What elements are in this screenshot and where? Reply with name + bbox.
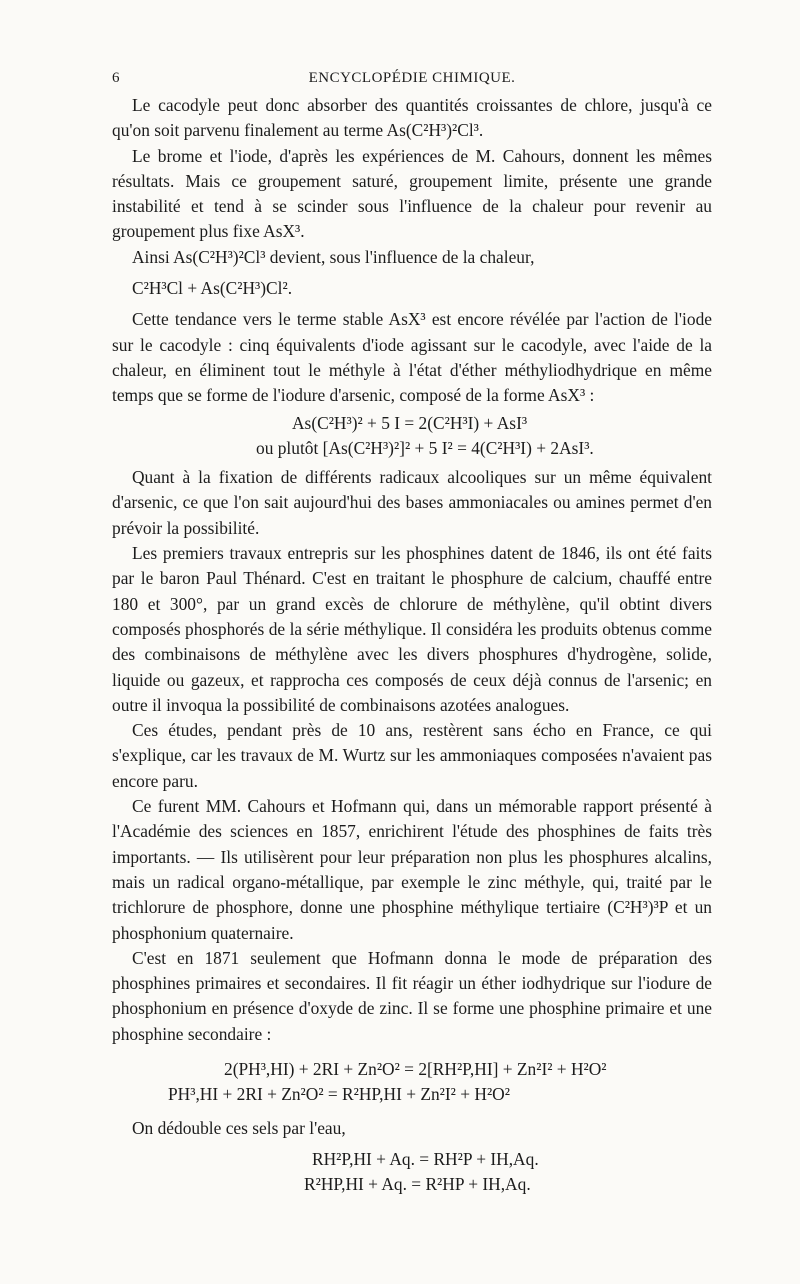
equation-phosphine-secondaire: PH³,HI + 2RI + Zn²O² = R²HP,HI + Zn²I² + H²O² [168, 1084, 510, 1105]
paragraph-hofmann-1871: C'est en 1871 seulement que Hofmann donna le mode de préparation des phosphines primaires et secondaires. Il fit réagir un éther iodhydrique sur l'iodure de phosphonium en présence d'oxyde de zinc. Il se forme une phosphine primaire et une phosphine secondaire : [112, 947, 712, 1044]
paragraph-brome-iode: Le brome et l'iode, d'après les expériences de M. Cahours, donnent les mêmes résultats. Mais ce groupement saturé, groupement limite, présente une grande instabilité et tend à se scinder sous l'influence de la chaleur pour revenir au groupement plus fixe AsX³. [112, 145, 712, 242]
running-title: ENCYCLOPÉDIE CHIMIQUE. [308, 70, 516, 86]
equation-dedoublement-1: RH²P,HI + Aq. = RH²P + IH,Aq. [312, 1148, 539, 1169]
paragraph-cahours-hofmann: Ce furent MM. Cahours et Hofmann qui, dans un mémorable rapport présenté à l'Académie des sciences en 1857, enrichirent l'étude des phosphines de faits très importants. — Ils utilisèrent pour leur préparation non plus les phosphures alcalins, mais un radical organo-métallique, par exemple le zinc méthyle, qui, traité par le trichlorure de phosphore, donne une phosphine méthylique tertiaire (C²H³)³P et un phosphonium quaternaire. [112, 796, 712, 943]
paragraph-radicaux: Quant à la fixation de différents radicaux alcooliques sur un même équivalent d'arsenic, ce que l'on sait aujourd'hui des bases ammoniacales ou amines permet d'en prévoir la possibilité. [112, 467, 712, 538]
page-header [112, 70, 712, 94]
equation-group-phosphines [112, 1057, 712, 1108]
equation-decomposition: C²H³Cl + As(C²H³)Cl². [132, 278, 293, 299]
equation-group-dedoublement [112, 1147, 712, 1198]
equation-iode-2: ou plutôt [As(C²H³)²]² + 5 I² = 4(C²H³I) + 2AsI³. [256, 437, 594, 458]
paragraph-cacodyle-chlore: Le cacodyle peut donc absorber des quantités croissantes de chlore, jusqu'à ce qu'on soit parvenu finalement au terme As(C²H³)²Cl³. [112, 95, 712, 141]
equation-iode-1: As(C²H³)² + 5 I = 2(C²H³I) + AsI³ [292, 412, 528, 433]
equation-group-iode [112, 411, 712, 462]
page-number: 6 [112, 70, 120, 86]
paragraph-dedouble: On dédouble ces sels par l'eau, [132, 1117, 346, 1138]
paragraph-phosphines-thenard: Les premiers travaux entrepris sur les phosphines datent de 1846, ils ont été faits par le baron Paul Thénard. C'est en traitant le phosphure de calcium, chauffé entre 180 et 300°, par un grand excès de chlorure de méthylène, qu'il obtint divers composés phosphorés de la série méthylique. Il considéra les produits obtenus comme des combinaisons de méthylène avec les divers phosphures d'hydrogène, solide, liquide ou gazeux, et rapprocha ces composés de ceux déjà connus de l'arsenic; en outre il invoqua la possibilité de combinaisons azotées analogues. [112, 543, 712, 715]
equation-dedoublement-2: R²HP,HI + Aq. = R²HP + IH,Aq. [304, 1174, 531, 1195]
paragraph-tendance: Cette tendance vers le terme stable AsX³ est encore révélée par l'action de l'iode sur le cacodyle : cinq équivalents d'iode agissant sur le cacodyle, avec l'aide de la chaleur, en éliminent tout le méthyle à l'état d'éther méthyliodhydrique en même temps que se forme de l'iodure d'arsenic, composé de la forme AsX³ : [112, 309, 712, 406]
page-body [112, 93, 712, 1197]
equation-phosphine-primaire: 2(PH³,HI) + 2RI + Zn²O² = 2[RH²P,HI] + Zn²I² + H²O² [224, 1058, 607, 1079]
paragraph-etudes: Ces études, pendant près de 10 ans, restèrent sans écho en France, ce qui s'explique, car les travaux de M. Wurtz sur les ammoniaques composées n'avaient pas encore paru. [112, 720, 712, 791]
paragraph-ainsi: Ainsi As(C²H³)²Cl³ devient, sous l'influence de la chaleur, [132, 246, 535, 267]
